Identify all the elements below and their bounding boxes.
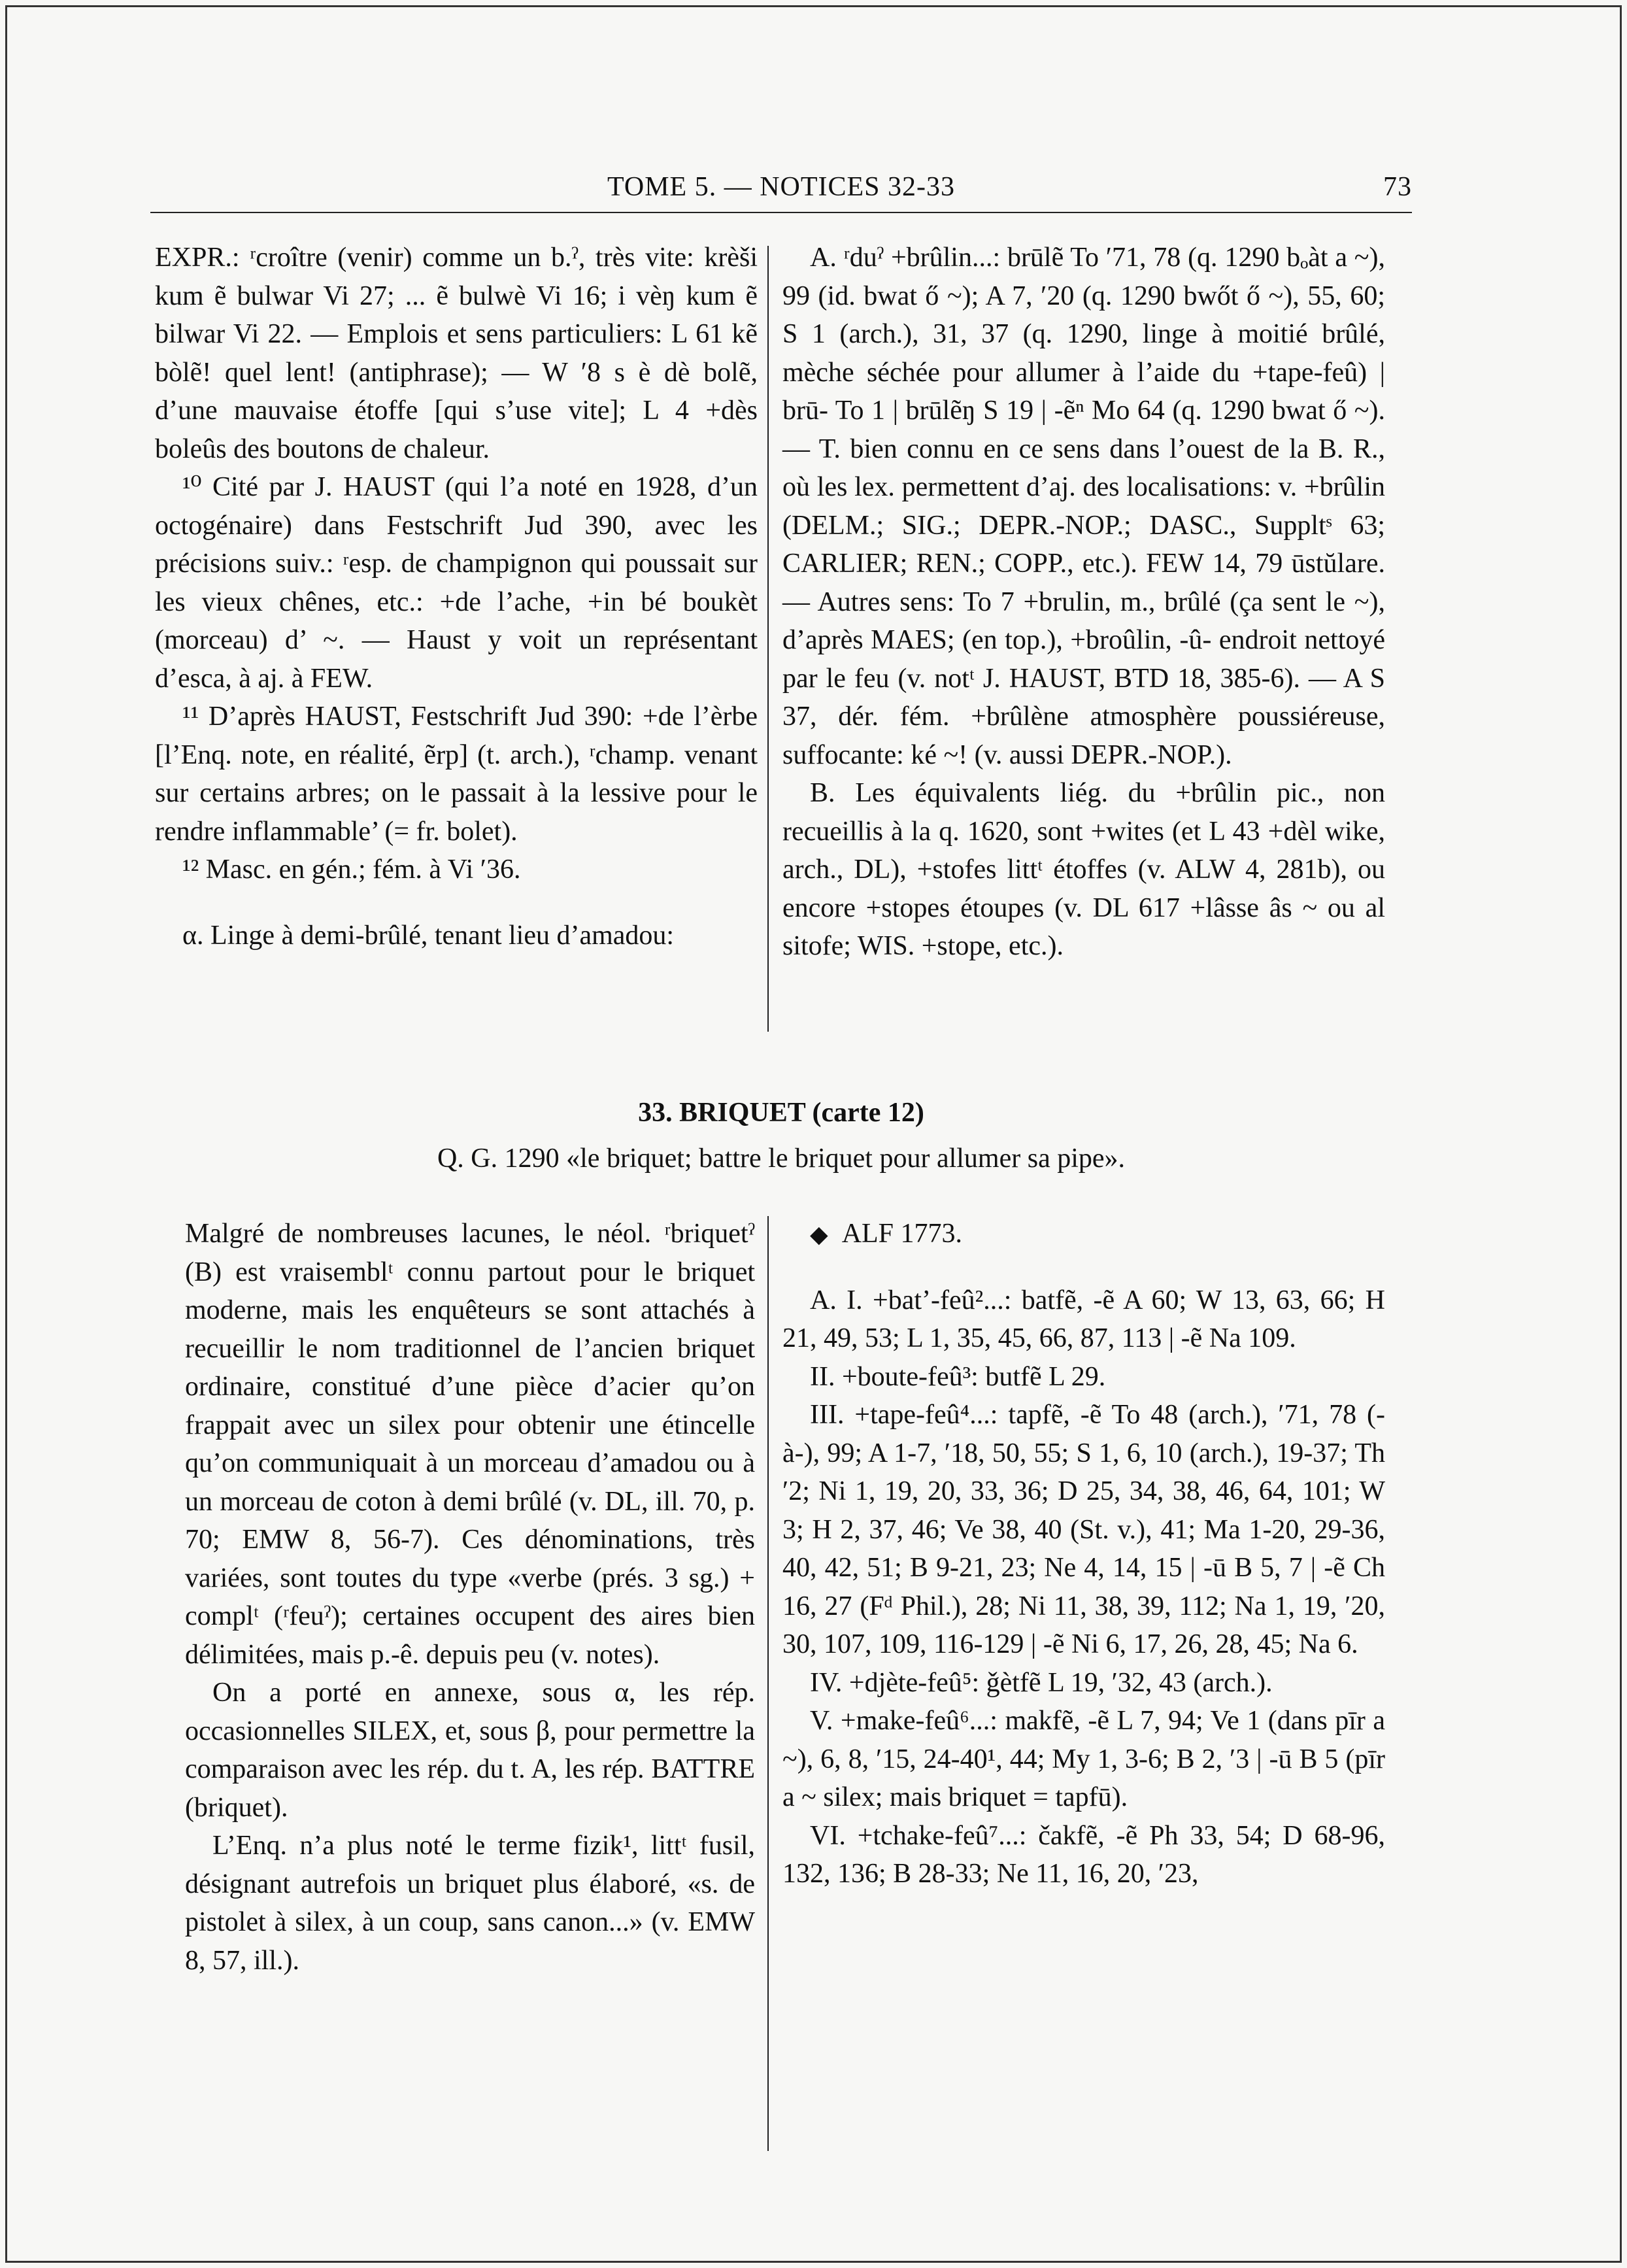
entry-tchake-feu: VI. +tchake-feû⁷...: čakfẽ, -ẽ Ph 33, 54; D 68-96, 132, 136; B 28-33; Ne 11, 16, 20, ′23, [782,1820,1385,1889]
page-number: 73 [1383,172,1412,202]
paragraph-b-equivalents: B. Les équivalents liég. du +brûlin pic., non recueillis à la q. 1620, sont +wites (et L 43 +dèl wike, arch., DL), +stofes littᵗ étoffes (v. ALW 4, 281b), ou encore +stopes étoupes (v. DL 617 +lâsse âs ~ ou al sitofe; WIS. +stope, etc.). [782,778,1385,961]
entry-bat-feu: A. I. +bat’-feû²...: batfẽ, -ẽ A 60; W 13, 63, 66; H 21, 49, 53; L 1, 35, 45, 66, 87, 113 | -ẽ Na 109. [782,1285,1385,1353]
paragraph-alpha: α. Linge à demi-brûlé, tenant lieu d’amadou: [182,920,675,951]
column-bottom-right [782,1215,1385,1893]
section-title: 33. BRIQUET (carte 12) [638,1098,924,1128]
entry-boute-feu: II. +boute-feû³: butfẽ L 29. [810,1361,1106,1392]
paragraph-fizik: L’Enq. n’a plus noté le terme fizik¹, littᵗ fusil, désignant autrefois un briquet plus élaboré, «s. de pistolet à silex, à un coup, sans canon...» (v. EMW 8, 57, ill.). [185,1831,755,1976]
entry-tape-feu: III. +tape-feû⁴...: tapfẽ, -ẽ To 48 (arch.), ′71, 78 (-à-), 99; A 1-7, ′18, 50, 55; S 1, 6, 10 (arch.), 19-37; Th ′2; Ni 1, 19, 20, 33, 36; D 25, 34, 38, 46, 64, 101; W 3; H 2, 37, 46; Ve 38, 40 (St. v.), 41; Ma 1-20, 29-36, 40, 42, 51; B 9-21, 23; Ne 4, 14, 15 | -ū B 5, 7 | -ẽ Ch 16, 27 (Fᵈ Phil.), 28; Ni 11, 38, 39, 112; Na 1, 19, ′20, 30, 107, 109, 116-129 | -ẽ Ni 6, 17, 26, 28, 45; Na 6. [782,1400,1385,1659]
section-subtitle: Q. G. 1290 «le briquet; battre le briquet pour allumer sa pipe». [437,1143,1126,1174]
footnote-10: ¹⁰ Cité par J. HAUST (qui l’a noté en 1928, d’un octogénaire) dans Festschrift Jud 390, avec les précisions suiv.: ʳesp. de champignon qui poussait sur les vieux chênes, etc.: +de l’ache, +in bé boukèt (morceau) d’ ~. — Haust y voit un représentant d’esca, à aj. à FEW. [155,472,758,694]
column-divider [767,246,769,1032]
paragraph-expr: EXPR.: ʳcroître (venir) comme un b.ˀ, très vite: krèši kum ẽ bulwar Vi 27; ... ẽ bulwè Vi 16; i vèŋ kum ẽ bilwar Vi 22. — Emplois et sens particuliers: L 61 kẽ bòlẽ! quel lent! (antiphrase); — W ′8 s è dè bolẽ, d’une mauvaise étoffe [qui s’use vite]; L 4 +dès boleûs des boutons de chaleur. [155,243,758,464]
header-rule [150,212,1412,213]
column-bottom-left [185,1215,755,1980]
column-top-right [782,239,1385,966]
paragraph-annexe: On a porté en annexe, sous α, les rép. occasionnelles SILEX, et, sous β, pour permettre la comparaison avec les rép. du t. A, les rép. BATTRE (briquet). [185,1678,755,1823]
entry-make-feu: V. +make-feû⁶...: makfẽ, -ẽ L 7, 94; Ve 1 (dans pīr a ~), 6, 8, ′15, 24-40¹, 44; My 1, 3-6; B 2, ′3 | -ū B 5 (pīr a ~ silex; mais briquet = tapfū). [782,1706,1385,1812]
alf-reference [782,1215,1385,1254]
footnote-12: ¹² Masc. en gén.; fém. à Vi ′36. [182,855,521,885]
paragraph-a-brulin: A. ʳduˀ +brûlin...: brūlẽ To ′71, 78 (q. 1290 bₒàt a ~), 99 (id. bwat ő ~); A 7, ′20 (q. 1290 bwőt ő ~), 55, 60; S 1 (arch.), 31, 37 (q. 1290, linge à moitié brûlé, mèche séchée pour allumer à l’aide du +tape-feû) | brū- To 1 | brūlẽŋ S 19 | -ẽⁿ Mo 64 (q. 1290 bwat ő ~). — T. bien connu en ce sens dans l’ouest de la B. R., où les lex. permettent d’aj. des localisations: v. +brûlin (DELM.; SIG.; DEPR.-NOP.; DASC., Suppltˢ 63; CARLIER; REN.; COPP., etc.). FEW 14, 79 ūstŭlare. — Autres sens: To 7 +brulin, m., brûlé (ça sent le ~), d’après MAES; (en top.), +broûlin, -û- endroit nettoyé par le feu (v. notᵗ J. HAUST, BTD 18, 385-6). — A S 37, dér. fém. +brûlène atmosphère poussiéreuse, suffocante: ké ~! (v. aussi DEPR.-NOP.). [782,243,1385,770]
column-top-left [155,239,758,955]
alf-label: ALF 1773. [841,1219,963,1249]
paragraph-intro: Malgré de nombreuses lacunes, le néol. ʳbriquetˀ (B) est vraisemblᵗ connu partout pour le briquet moderne, mais les enquêteurs se sont attachés à recueillir le nom traditionnel de l’ancien briquet ordinaire, constitué d’une pièce d’acier qu’on frappait avec un silex pour obtenir une étincelle qu’on communiquait à un morceau d’amadou ou à un morceau de coton à demi brûlé (v. DL, ill. 70, p. 70; EMW 8, 56-7). Ces dénominations, très variées, sont toutes du type «verbe (prés. 3 sg.) + complᵗ (ʳfeuˀ); certaines occupent des aires bien délimitées, mais p.-ê. depuis peu (v. notes). [185,1219,755,1670]
entry-djete-feu: IV. +djète-feû⁵: ǧètfẽ L 19, ′32, 43 (arch.). [810,1667,1273,1698]
column-divider-bottom [767,1216,769,2151]
black-diamond-icon: ◆ [810,1221,828,1247]
running-head-title: TOME 5. — NOTICES 32-33 [607,172,956,202]
footnote-11: ¹¹ D’après HAUST, Festschrift Jud 390: +de l’èrbe [l’Enq. note, en réalité, ẽrp] (t. arch.), ʳchamp. venant sur certains arbres; on le passait à la lessive pour le rendre inflammable’ (= fr. bolet). [155,702,758,847]
